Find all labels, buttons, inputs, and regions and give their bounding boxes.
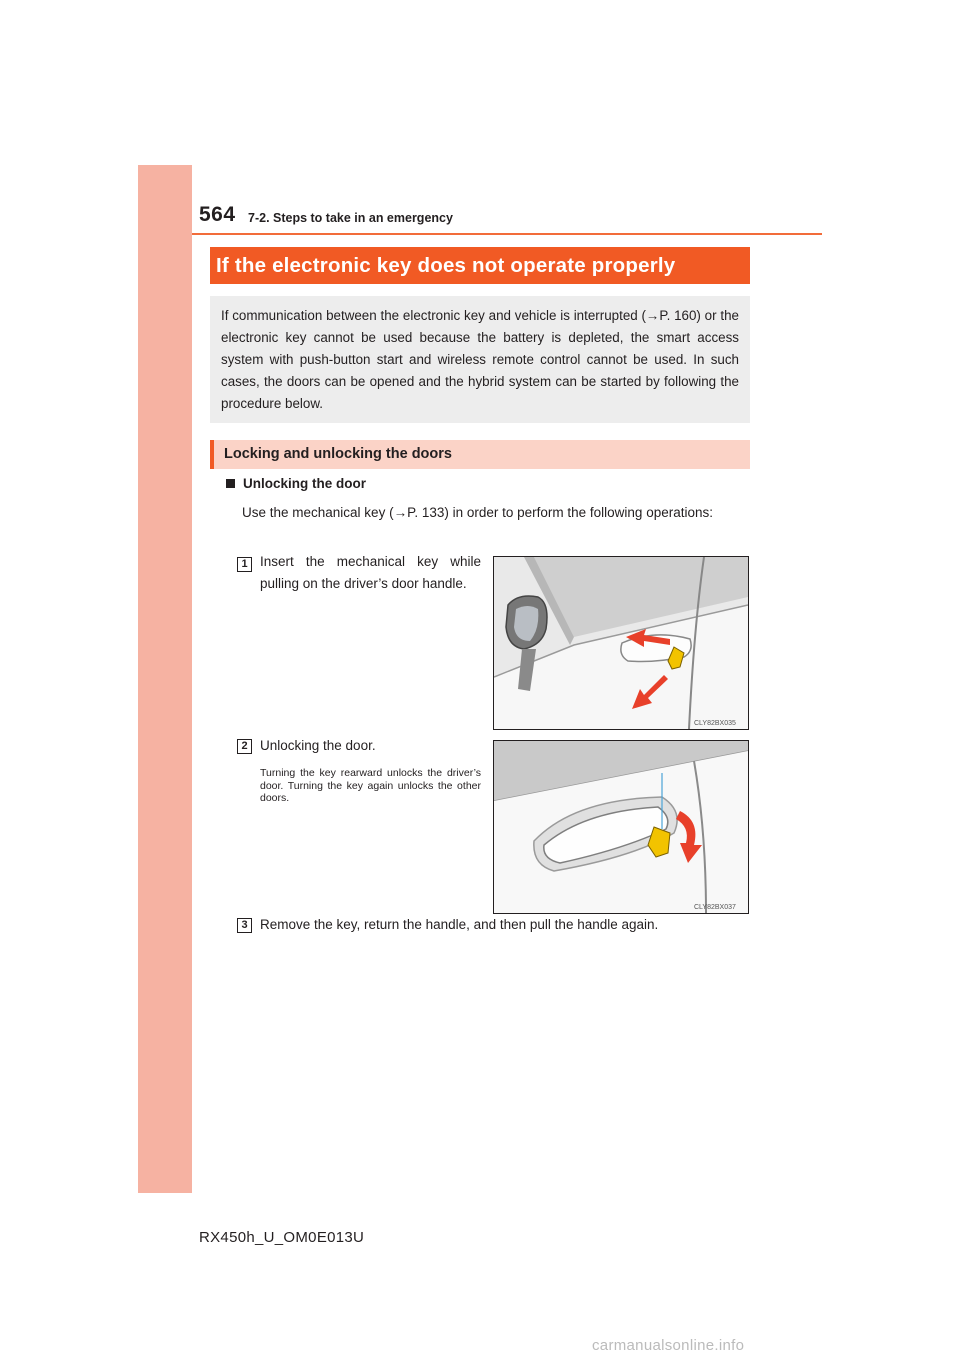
step-number-2: 2 — [237, 739, 252, 754]
subsection-title: Locking and unlocking the doors — [210, 440, 750, 469]
section-title: If the electronic key does not operate properly — [210, 247, 750, 284]
watermark: carmanualsonline.info — [592, 1337, 745, 1354]
illustration-step-1 — [493, 556, 749, 730]
step-number-1: 1 — [237, 557, 252, 572]
door-handle-key-turn-image — [494, 741, 748, 913]
door-handle-key-insert-image — [494, 557, 748, 729]
image-code-1: CLY82BX035 — [694, 720, 736, 727]
intro-box — [210, 296, 750, 423]
bullet-heading — [226, 476, 366, 491]
step-2-note: Turning the key rearward unlocks the driver’s door. Turning the key again unlocks the other doors. — [260, 767, 481, 804]
document-code: RX450h_U_OM0E013U — [199, 1229, 365, 1246]
page-number: 564 — [199, 203, 236, 226]
side-band — [138, 165, 192, 1193]
image-code-2: CLY82BX037 — [694, 904, 736, 911]
chapter-title: 7-2. Steps to take in an emergency — [248, 211, 453, 225]
step-3-text: Remove the key, return the handle, and then pull the handle again. — [260, 917, 659, 932]
step-2-text: Unlocking the door. — [260, 738, 376, 753]
step-number-3: 3 — [237, 918, 252, 933]
unlocking-body: Use the mechanical key (→P. 133) in order to perform the following operations: — [242, 505, 713, 520]
step-1-text: Insert the mechanical key while pulling on the driver’s door handle. — [260, 554, 481, 591]
intro-text: If communication between the electronic key and vehicle is interrupted (→P. 160) or the electronic key cannot be used because the battery is depleted, the smart access system with push-button start and wireless remote control cannot be used. In such cases, the doors can be opened and the hybrid system can be started by following the procedure below. — [221, 308, 739, 411]
header-rule — [192, 233, 822, 235]
square-bullet-icon — [226, 479, 235, 488]
bullet-heading-text: Unlocking the door — [243, 476, 366, 491]
illustration-step-2 — [493, 740, 749, 914]
